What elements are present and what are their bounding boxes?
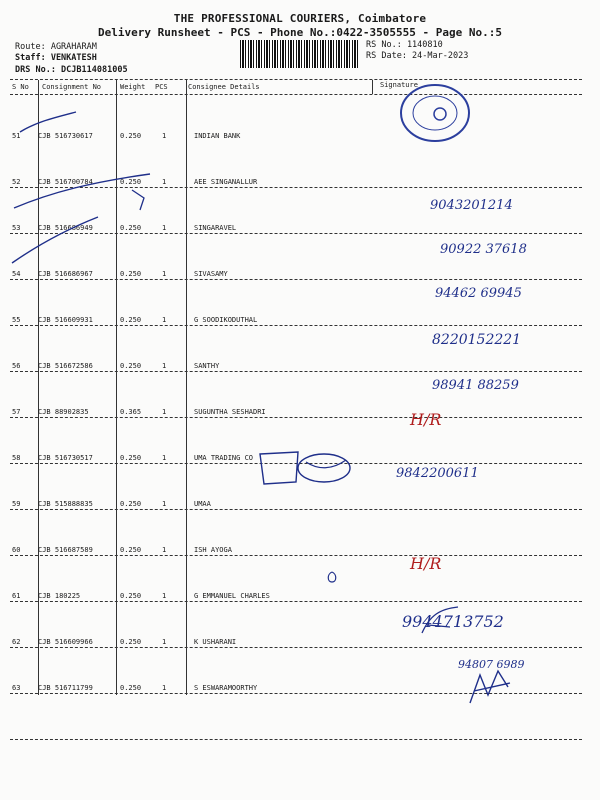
row-pcs: 1 [162, 500, 167, 508]
table-row [10, 132, 582, 144]
row-sno: 51 [12, 132, 21, 140]
col-sno: S No [12, 83, 29, 91]
row-weight: 0.250 [120, 362, 142, 370]
row-pcs: 1 [162, 638, 167, 646]
row-sno: 63 [12, 684, 21, 692]
row-weight: 0.250 [120, 638, 142, 646]
row-weight: 0.250 [120, 592, 142, 600]
row-consignment: CJB 516672586 [38, 362, 93, 370]
row-pcs: 1 [162, 592, 167, 600]
row-weight: 0.250 [120, 270, 142, 278]
row-signature: 98941 88259 [432, 378, 519, 393]
row-consignment: CJB 515888835 [38, 500, 93, 508]
table-row [10, 316, 582, 328]
col-pcs: PCS [155, 83, 168, 91]
col-consignee: Consignee Details [188, 83, 260, 91]
row-consignee: UMAA [194, 500, 211, 508]
row-signature: 94807 6989 [458, 658, 525, 671]
row-consignment: CJB 180225 [38, 592, 81, 600]
row-consignee: ISH AYOGA [194, 546, 232, 554]
header-bottom-rule [10, 94, 582, 95]
row-signature: 9842200611 [396, 466, 479, 481]
drs-number: DRS No.: DCJB114081005 [15, 65, 128, 75]
row-signature: H/R [410, 554, 442, 573]
row-separator [10, 739, 582, 740]
row-consignee: SIVASAMY [194, 270, 228, 278]
row-pcs: 1 [162, 270, 167, 278]
tick-mark [10, 215, 100, 265]
signature-mark [420, 605, 460, 635]
row-consignment: CJB 516730517 [38, 454, 93, 462]
row-sno: 57 [12, 408, 21, 416]
row-consignment: CJB 516700784 [38, 178, 93, 186]
table-row [10, 408, 582, 420]
table-row [10, 270, 582, 282]
rs-number: RS No.: 1140810 [366, 40, 443, 50]
row-consignment: CJB 516686967 [38, 270, 93, 278]
tick-mark [18, 110, 78, 135]
row-signature: H/R [410, 410, 442, 429]
row-weight: 0.250 [120, 500, 142, 508]
bank-stamp [398, 82, 472, 144]
row-consignment: CJB 516686949 [38, 224, 93, 232]
row-pcs: 1 [162, 316, 167, 324]
table-row [10, 592, 582, 604]
row-consignee: G EMMANUEL CHARLES [194, 592, 270, 600]
row-consignee: SINGARAVEL [194, 224, 237, 232]
delivery-mark [258, 448, 353, 486]
table-row [10, 362, 582, 374]
row-consignment: CJB 516711799 [38, 684, 93, 692]
row-consignment: CJB 516609966 [38, 638, 93, 646]
rs-date: RS Date: 24-Mar-2023 [366, 51, 469, 61]
row-sno: 55 [12, 316, 21, 324]
signature-mark [468, 665, 513, 705]
row-consignment: CJB 516730617 [38, 132, 93, 140]
row-consignee: SUGUNTHA SESHADRI [194, 408, 266, 416]
row-pcs: 1 [162, 362, 167, 370]
route-label: Route: AGRAHARAM [15, 42, 97, 52]
row-pcs: 1 [162, 684, 167, 692]
row-consignee: S ESWARAMOORTHY [194, 684, 258, 692]
table-row [10, 500, 582, 512]
row-signature: 8220152221 [432, 332, 522, 348]
row-sno: 61 [12, 592, 21, 600]
row-signature: 9944713752 [402, 612, 504, 631]
row-pcs: 1 [162, 178, 167, 186]
tick-mark [12, 172, 152, 212]
column-divider [372, 80, 373, 94]
row-sno: 60 [12, 546, 21, 554]
table-header [10, 80, 582, 93]
row-signature: 9043201214 [430, 198, 513, 213]
row-weight: 0.250 [120, 684, 142, 692]
row-sno: 59 [12, 500, 21, 508]
row-signature: 90922 37618 [440, 242, 527, 257]
row-pcs: 1 [162, 454, 167, 462]
table-row [10, 638, 582, 650]
row-consignment: CJB 516687589 [38, 546, 93, 554]
row-weight: 0.250 [120, 454, 142, 462]
row-weight: 0.365 [120, 408, 142, 416]
row-pcs: 1 [162, 546, 167, 554]
row-consignee: K USHARANI [194, 638, 237, 646]
col-weight: Weight [120, 83, 146, 91]
row-sno: 54 [12, 270, 21, 278]
barcode [240, 40, 358, 68]
row-weight: 0.250 [120, 178, 142, 186]
row-sno: 58 [12, 454, 21, 462]
row-consignee: INDIAN BANK [194, 132, 241, 140]
row-consignee: AEE SINGANALLUR [194, 178, 258, 186]
row-consignee: G SOODIKODUTHAL [194, 316, 258, 324]
row-pcs: 1 [162, 224, 167, 232]
row-consignment: CJB 88902835 [38, 408, 89, 416]
row-consignee: SANTHY [194, 362, 220, 370]
row-weight: 0.250 [120, 132, 142, 140]
col-signature: Signature [380, 81, 418, 89]
runsheet-subtitle: Delivery Runsheet - PCS - Phone No.:0422-3505555 - Page No.:5 [98, 26, 502, 39]
row-weight: 0.250 [120, 546, 142, 554]
col-consignment: Consignment No [42, 83, 102, 91]
row-consignment: CJB 516609931 [38, 316, 93, 324]
row-signature: 94462 69945 [435, 286, 522, 301]
row-weight: 0.250 [120, 316, 142, 324]
row-pcs: 1 [162, 132, 167, 140]
company-title: THE PROFESSIONAL COURIERS, Coimbatore [173, 12, 427, 25]
row-sno: 53 [12, 224, 21, 232]
row-sno: 56 [12, 362, 21, 370]
row-weight: 0.250 [120, 224, 142, 232]
row-sno: 62 [12, 638, 21, 646]
row-sno: 52 [12, 178, 21, 186]
signature-mark [325, 570, 339, 584]
row-pcs: 1 [162, 408, 167, 416]
staff-label: Staff: VENKATESH [15, 53, 97, 63]
table-row [10, 546, 582, 558]
row-consignee: UMA TRADING CO [194, 454, 254, 462]
